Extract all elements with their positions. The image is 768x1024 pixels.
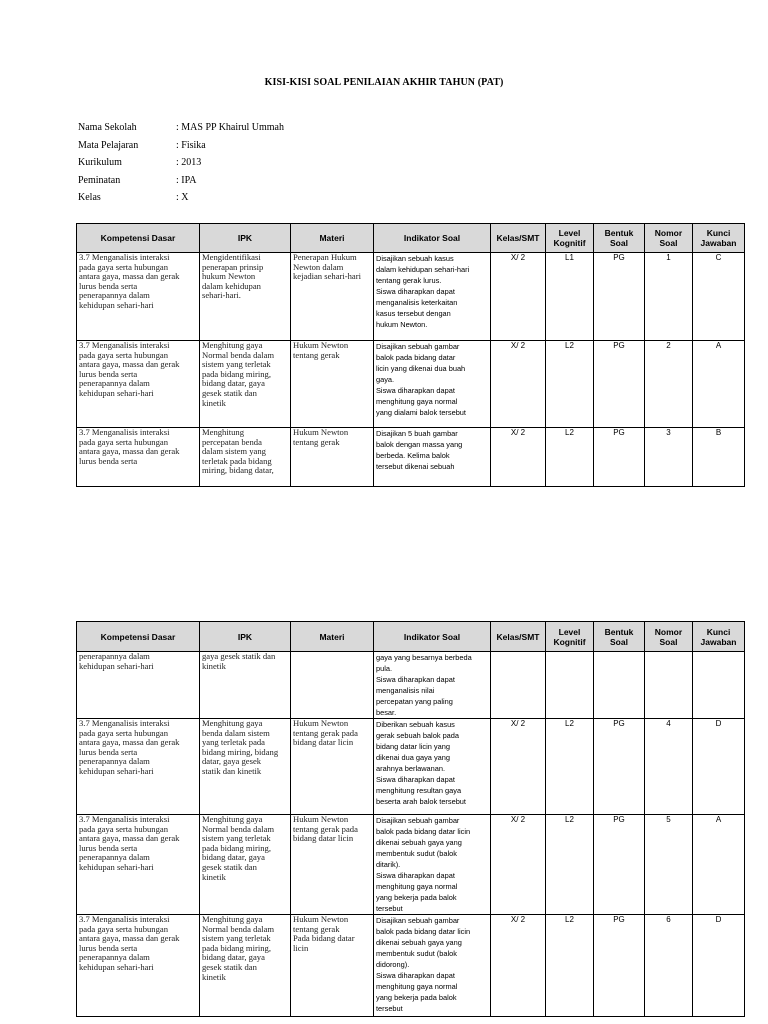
cell-kelas: X/ 2	[491, 719, 546, 815]
info-label: Kelas	[78, 192, 101, 203]
header-materi: Materi	[291, 622, 374, 652]
cell-kunci: A	[693, 815, 745, 915]
cell-materi-text: Hukum Newton tentang gerak pada bidang datar licin	[293, 718, 358, 748]
cell-ipk	[200, 253, 291, 341]
info-row-curriculum	[78, 154, 284, 172]
header-bentuk-soal: Bentuk Soal	[594, 224, 645, 253]
cell-kelas: X/ 2	[491, 915, 546, 1017]
cell-materi	[291, 915, 374, 1017]
info-value: : Fisika	[176, 139, 206, 151]
table-row	[77, 253, 745, 341]
cell-ipk	[200, 719, 291, 815]
header-materi: Materi	[291, 224, 374, 253]
cell-nomor: 3	[645, 428, 693, 487]
header-nomor-soal: Nomor Soal	[645, 622, 693, 652]
school-info	[78, 119, 284, 207]
cell-kd	[77, 341, 200, 428]
cell-level: L2	[546, 341, 594, 428]
table-row	[77, 915, 745, 1017]
header-ipk: IPK	[200, 622, 291, 652]
info-value: : X	[176, 192, 189, 203]
cell-materi-text: Hukum Newton tentang gerak	[293, 427, 349, 447]
cell-indikator-text: Disajikan sebuah gambar balok pada bidang datar licin dikenai sebuah gaya yang membentuk sudut (balok ditarik). Siswa diharapkan dapat menghitung gaya normal yang bekerja pada balok tersebut	[376, 816, 471, 913]
info-row-class	[78, 189, 284, 207]
cell-nomor: 1	[645, 253, 693, 341]
table-row	[77, 652, 745, 719]
cell-level: L1	[546, 253, 594, 341]
cell-kd	[77, 719, 200, 815]
cell-kd-text: 3.7 Menganalisis interaksi pada gaya serta hubungan antara gaya, massa dan gerak lurus benda serta penerapannya dalam kehidupan sehari-hari	[79, 814, 180, 872]
cell-kelas: X/ 2	[491, 815, 546, 915]
cell-kunci: D	[693, 915, 745, 1017]
info-label: Peminatan	[78, 174, 121, 186]
cell-bentuk: PG	[594, 719, 645, 815]
cell-indikator	[374, 719, 491, 815]
cell-indikator-text: Disajikan sebuah gambar balok pada bidang datar licin yang dikenai dua buah gaya. Siswa diharapkan dapat menghitung gaya normal yang dialami balok tersebut	[376, 342, 466, 417]
header-kompetensi-dasar: Kompetensi Dasar	[77, 622, 200, 652]
cell-ipk-text: Mengidentifikasi penerapan prinsip hukum Newton dalam kehidupan sehari-hari.	[202, 252, 264, 301]
cell-ipk	[200, 428, 291, 487]
cell-ipk	[200, 815, 291, 915]
header-kompetensi-dasar: Kompetensi Dasar	[77, 224, 200, 253]
cell-kd-text: 3.7 Menganalisis interaksi pada gaya serta hubungan antara gaya, massa dan gerak lurus benda serta penerapannya dalam kehidupan sehari-hari	[79, 340, 180, 398]
cell-bentuk: PG	[594, 915, 645, 1017]
cell-kelas: X/ 2	[491, 428, 546, 487]
cell-ipk-text: Menghitung percepatan benda dalam sistem yang terletak pada bidang miring, bidang datar,	[202, 427, 274, 476]
table-row	[77, 341, 745, 428]
cell-materi	[291, 719, 374, 815]
header-level-kognitif: Level Kognitif	[546, 224, 594, 253]
cell-materi-text: Penerapan Hukum Newton dalam kejadian sehari-hari	[293, 252, 361, 282]
cell-ipk-text: Menghitung gaya Normal benda dalam sistem yang terletak pada bidang miring, bidang datar, gaya gesek statik dan kinetik	[202, 340, 275, 408]
table-row	[77, 815, 745, 915]
header-ipk: IPK	[200, 224, 291, 253]
cell-bentuk: PG	[594, 428, 645, 487]
cell-nomor	[645, 652, 693, 719]
header-indikator-soal: Indikator Soal	[374, 622, 491, 652]
table-row	[77, 428, 745, 487]
info-row-specialization	[78, 172, 284, 190]
cell-nomor: 5	[645, 815, 693, 915]
cell-indikator	[374, 341, 491, 428]
info-value: : IPA	[176, 174, 197, 186]
cell-indikator	[374, 428, 491, 487]
cell-nomor: 4	[645, 719, 693, 815]
cell-kd-text: 3.7 Menganalisis interaksi pada gaya serta hubungan antara gaya, massa dan gerak lurus benda serta penerapannya dalam kehidupan sehari-hari	[79, 252, 180, 310]
cell-indikator-text: Disajikan 5 buah gambar balok dengan massa yang berbeda. Kelima balok tersebut dikenai sebuah	[376, 429, 463, 471]
cell-kd	[77, 253, 200, 341]
cell-indikator-text: Disajikan sebuah kasus dalam kehidupan sehari-hari tentang gerak lurus. Siswa diharapkan dapat menganalisis keterkaitan kasus tersebut dengan hukum Newton.	[376, 254, 470, 329]
cell-materi-text: Hukum Newton tentang gerak	[293, 340, 349, 360]
info-row-school	[78, 119, 284, 137]
cell-kd	[77, 815, 200, 915]
cell-materi	[291, 815, 374, 915]
cell-indikator	[374, 815, 491, 915]
header-nomor-soal: Nomor Soal	[645, 224, 693, 253]
cell-ipk-text: Menghitung gaya Normal benda dalam sistem yang terletak pada bidang miring, bidang datar, gaya gesek statik dan kinetik	[202, 914, 275, 982]
cell-kd-text: penerapannya dalam kehidupan sehari-hari	[79, 651, 154, 671]
info-label: Mata Pelajaran	[78, 139, 139, 151]
cell-materi	[291, 341, 374, 428]
cell-bentuk: PG	[594, 341, 645, 428]
cell-kunci: D	[693, 719, 745, 815]
cell-level: L2	[546, 915, 594, 1017]
cell-indikator	[374, 253, 491, 341]
cell-kunci: C	[693, 253, 745, 341]
cell-indikator-text: Disajikan sebuah gambar balok pada bidang datar licin dikenai sebuah gaya yang membentuk sudut (balok didorong). Siswa diharapkan dapat menghitung gaya normal yang bekerja pada balok tersebut	[376, 916, 471, 1013]
cell-bentuk: PG	[594, 815, 645, 915]
cell-materi	[291, 253, 374, 341]
header-indikator-soal: Indikator Soal	[374, 224, 491, 253]
info-label: Kurikulum	[78, 157, 122, 168]
cell-level	[546, 652, 594, 719]
cell-kelas: X/ 2	[491, 341, 546, 428]
header-kelas-smt: Kelas/SMT	[491, 622, 546, 652]
cell-ipk-text: Menghitung gaya Normal benda dalam sistem yang terletak pada bidang miring, bidang datar, gaya gesek statik dan kinetik	[202, 814, 275, 882]
cell-kelas: X/ 2	[491, 253, 546, 341]
header-bentuk-soal: Bentuk Soal	[594, 622, 645, 652]
cell-ipk-text: Menghitung gaya benda dalam sistem yang terletak pada bidang miring, bidang datar, gaya gesek statik dan kinetik	[202, 718, 279, 776]
cell-ipk	[200, 915, 291, 1017]
cell-ipk-text: gaya gesek statik dan kinetik	[202, 651, 276, 671]
cell-level: L2	[546, 719, 594, 815]
header-kunci-jawaban: Kunci Jawaban	[693, 224, 745, 253]
cell-ipk	[200, 341, 291, 428]
cell-kelas	[491, 652, 546, 719]
cell-kd-text: 3.7 Menganalisis interaksi pada gaya serta hubungan antara gaya, massa dan gerak lurus benda serta	[79, 427, 180, 466]
cell-nomor: 2	[645, 341, 693, 428]
cell-kd	[77, 915, 200, 1017]
cell-bentuk: PG	[594, 253, 645, 341]
cell-materi	[291, 428, 374, 487]
cell-materi-text: Hukum Newton tentang gerak Pada bidang datar licin	[293, 914, 355, 953]
header-kelas-smt: Kelas/SMT	[491, 224, 546, 253]
cell-kd-text: 3.7 Menganalisis interaksi pada gaya serta hubungan antara gaya, massa dan gerak lurus benda serta penerapannya dalam kehidupan sehari-hari	[79, 718, 180, 776]
cell-indikator	[374, 915, 491, 1017]
cell-indikator-text: gaya yang besarnya berbeda pula. Siswa diharapkan dapat menganalisis nilai percepatan yang paling besar.	[376, 653, 472, 717]
cell-indikator	[374, 652, 491, 719]
cell-nomor: 6	[645, 915, 693, 1017]
cell-kunci: B	[693, 428, 745, 487]
cell-bentuk	[594, 652, 645, 719]
cell-level: L2	[546, 815, 594, 915]
cell-indikator-text: Diberikan sebuah kasus gerak sebuah balok pada bidang datar licin yang dikenai dua gaya yang arahnya berlawanan. Siswa diharapkan dapat menghitung resultan gaya beserta arah balok tersebut	[376, 720, 466, 806]
cell-kunci: A	[693, 341, 745, 428]
table-row	[77, 719, 745, 815]
cell-ipk	[200, 652, 291, 719]
cell-materi-text: Hukum Newton tentang gerak pada bidang datar licin	[293, 814, 358, 844]
info-label: Nama Sekolah	[78, 122, 137, 133]
info-row-subject	[78, 137, 284, 155]
cell-kunci	[693, 652, 745, 719]
cell-level: L2	[546, 428, 594, 487]
table-header-row	[77, 622, 745, 652]
kisi-kisi-table-page-1	[76, 223, 745, 487]
cell-materi	[291, 652, 374, 719]
document-title: KISI-KISI SOAL PENILAIAN AKHIR TAHUN (PAT)	[264, 77, 504, 88]
info-value: : MAS PP Khairul Ummah	[176, 122, 284, 133]
cell-kd	[77, 428, 200, 487]
table-header-row	[77, 224, 745, 253]
kisi-kisi-table-page-2	[76, 621, 745, 1017]
cell-kd	[77, 652, 200, 719]
header-level-kognitif: Level Kognitif	[546, 622, 594, 652]
header-kunci-jawaban: Kunci Jawaban	[693, 622, 745, 652]
cell-kd-text: 3.7 Menganalisis interaksi pada gaya serta hubungan antara gaya, massa dan gerak lurus benda serta penerapannya dalam kehidupan sehari-hari	[79, 914, 180, 972]
info-value: : 2013	[176, 157, 202, 168]
